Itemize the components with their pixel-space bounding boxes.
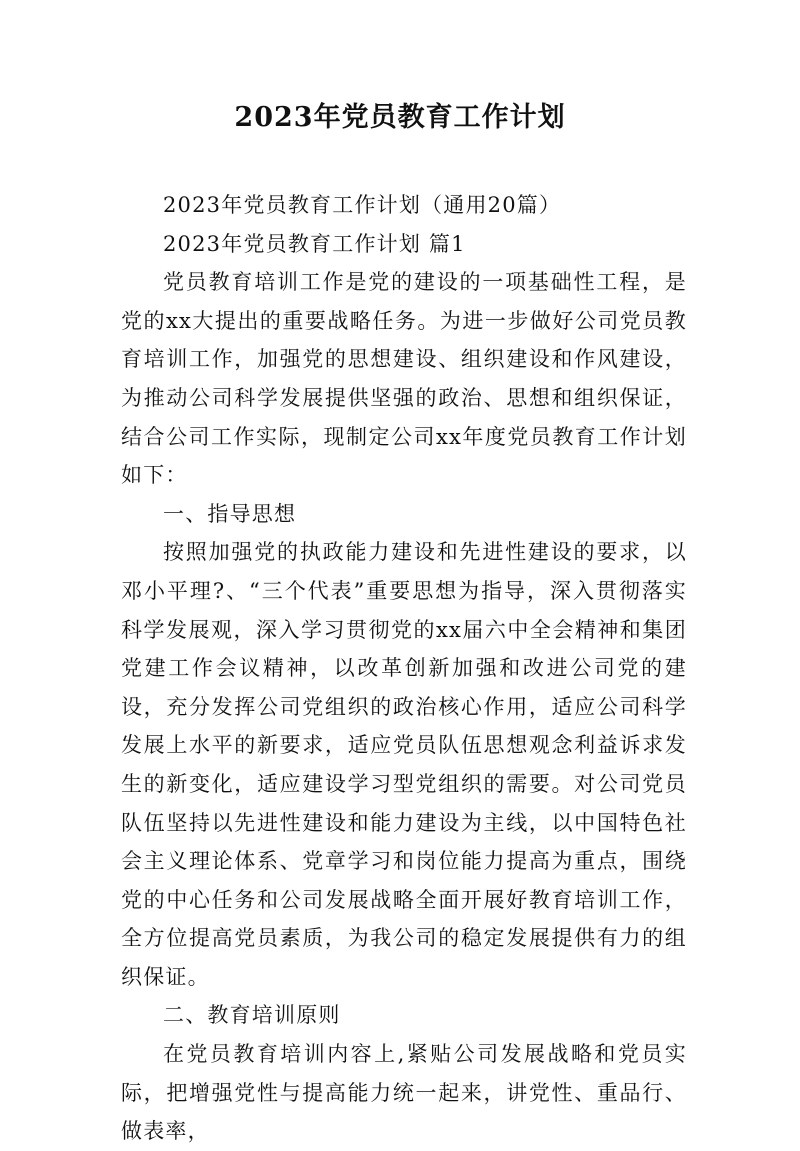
intro-paragraph: 党员教育培训工作是党的建设的一项基础性工程，是党的xx大提出的重要战略任务。为进一步做好公司党员教育培训工作，加强党的思想建设、组织建设和作风建设，为推动公司科学发展提供坚强的政治、思想和组织保证，结合公司工作实际，现制定公司xx年度党员教育工作计划如下： bbox=[121, 270, 687, 488]
heading-training-principles: 二、教育培训原则 bbox=[163, 1003, 341, 1028]
guiding-ideology-paragraph: 按照加强党的执政能力建设和先进性建设的要求，以邓小平理?、“三个代表”重要思想为指导，深入贯彻落实科学发展观，深入学习贯彻党的xx届六中全会精神和集团党建工作会议精神，以改革创新加强和改进公司党的建设，充分发挥公司党组织的政治核心作用，适应公司科学发展上水平的新要求，适应党员队伍思想观念利益诉求发生的新变化，适应建设学习型党组织的需要。对公司党员队伍坚持以先进性建设和能力建设为主线，以中国特色社会主义理论体系、党章学习和岗位能力提高为重点，围绕党的中心任务和公司发展战略全面开展好教育培训工作，全方位提高党员素质，为我公司的稳定发展提供有力的组织保证。 bbox=[121, 540, 687, 989]
section-heading-plan-1: 2023年党员教育工作计划 篇1 bbox=[163, 231, 466, 256]
training-principles-paragraph: 在党员教育培训内容上,紧贴公司发展战略和党员实际，把增强党性与提高能力统一起来，讲党性、重品行、做表率， bbox=[121, 1042, 687, 1144]
heading-guiding-ideology: 一、指导思想 bbox=[163, 501, 297, 526]
subtitle-paragraph: 2023年党员教育工作计划（通用20篇） bbox=[163, 193, 562, 217]
document-title: 2023年党员教育工作计划 bbox=[234, 102, 566, 133]
document-body bbox=[121, 186, 687, 1151]
